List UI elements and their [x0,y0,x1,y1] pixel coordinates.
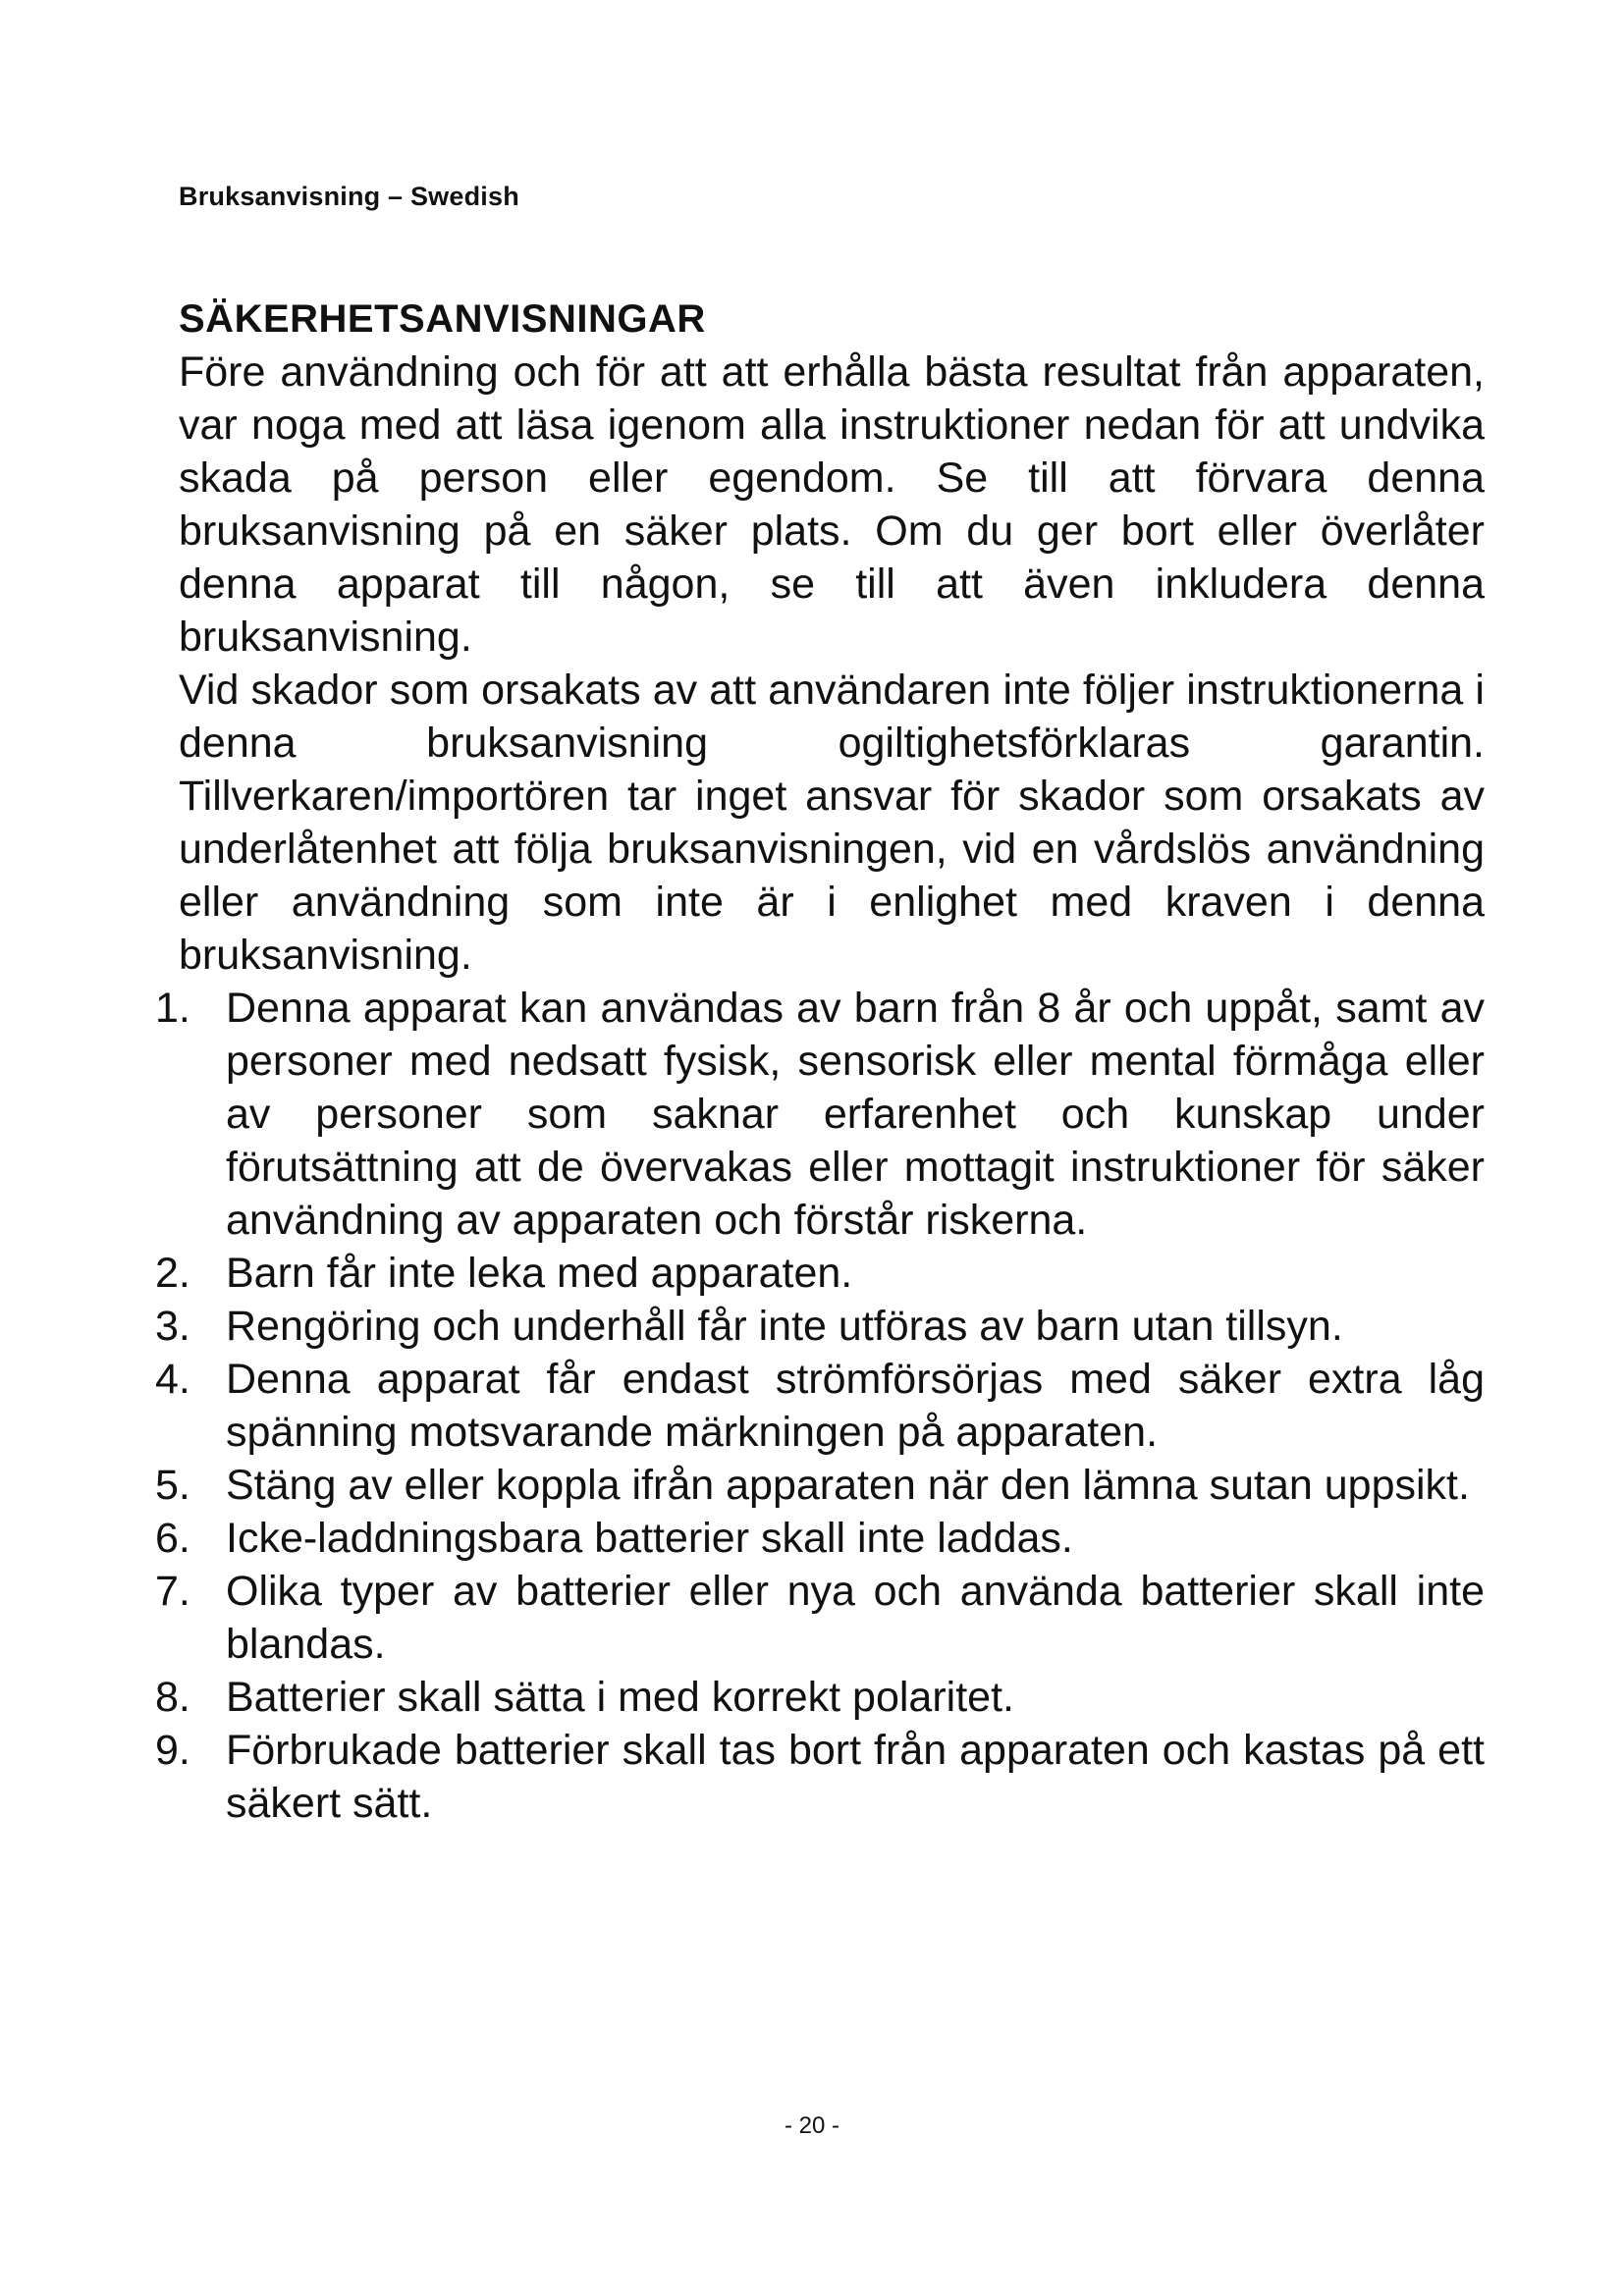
list-item-number: 2. [155,1250,190,1297]
list-item [155,1512,1485,1565]
list-item-number: 6. [155,1515,190,1562]
list-item [155,1565,1485,1671]
document-header: Bruksanvisning – Swedish [179,182,519,211]
list-item-text: Olika typer av batterier eller nya och använda batterier skall inte blandas. [226,1568,1485,1668]
list-item-number: 3. [155,1303,190,1350]
intro-paragraph: Före användning och för att att erhålla bästa resultat från apparaten, var noga med att läsa igenom alla instruktioner nedan för att undvika skada på person eller egendom. Se till att förvara denna bruksanvisning på en säker plats. Om du ger bort eller överlåter denna apparat till någon, se till att även inkludera denna bruksanvisning. [179,348,1485,661]
list-item [155,982,1485,1247]
list-item-text: Barn får inte leka med apparaten. [226,1250,853,1297]
page-number: - 20 - [784,2112,839,2139]
list-item-number: 5. [155,1462,190,1509]
list-item [155,1300,1485,1353]
list-item [155,1247,1485,1300]
list-item-number: 8. [155,1674,190,1721]
warranty-paragraph: Vid skador som orsakats av att användaren inte följer instruktionerna i denna bruksanvisning ogiltighetsförklaras garantin. Tillverkaren/importören tar inget ansvar för skador som orsakats av underlåtenhet att följa bruksanvisningen, vid en vårdslös användning eller användning som inte är i enlighet med kraven i denna bruksanvisning. [179,667,1485,979]
list-item [155,1353,1485,1459]
list-item-text: Icke-laddningsbara batterier skall inte laddas. [226,1515,1073,1562]
list-item-text: Rengöring och underhåll får inte utföras av barn utan tillsyn. [226,1303,1343,1350]
list-item-number: 4. [155,1356,190,1403]
list-item-text: Stäng av eller koppla ifrån apparaten när den lämna sutan uppsikt. [226,1462,1470,1509]
list-item [155,1671,1485,1724]
list-item-text: Förbrukade batterier skall tas bort från apparaten och kastas på ett säkert sätt. [226,1727,1485,1827]
list-item-text: Batterier skall sätta i med korrekt polaritet. [226,1674,1014,1721]
list-item-text: Denna apparat får endast strömförsörjas med säker extra låg spänning motsvarande märkningen på apparaten. [226,1356,1485,1456]
section-title: SÄKERHETSANVISNINGAR [179,297,706,341]
safety-list [155,982,1485,1830]
list-item-number: 9. [155,1727,190,1774]
list-item [155,1724,1485,1830]
safety-section [155,293,1485,1830]
list-item-number: 7. [155,1568,190,1615]
list-item [155,1459,1485,1512]
list-item-number: 1. [155,985,190,1032]
list-item-text: Denna apparat kan användas av barn från 8 år och uppåt, samt av personer med nedsatt fysisk, sensorisk eller mental förmåga eller av personer som saknar erfarenhet och kunskap under förutsättning att de övervakas eller mottagit instruktioner för säker användning av apparaten och förstår riskerna. [226,985,1485,1244]
